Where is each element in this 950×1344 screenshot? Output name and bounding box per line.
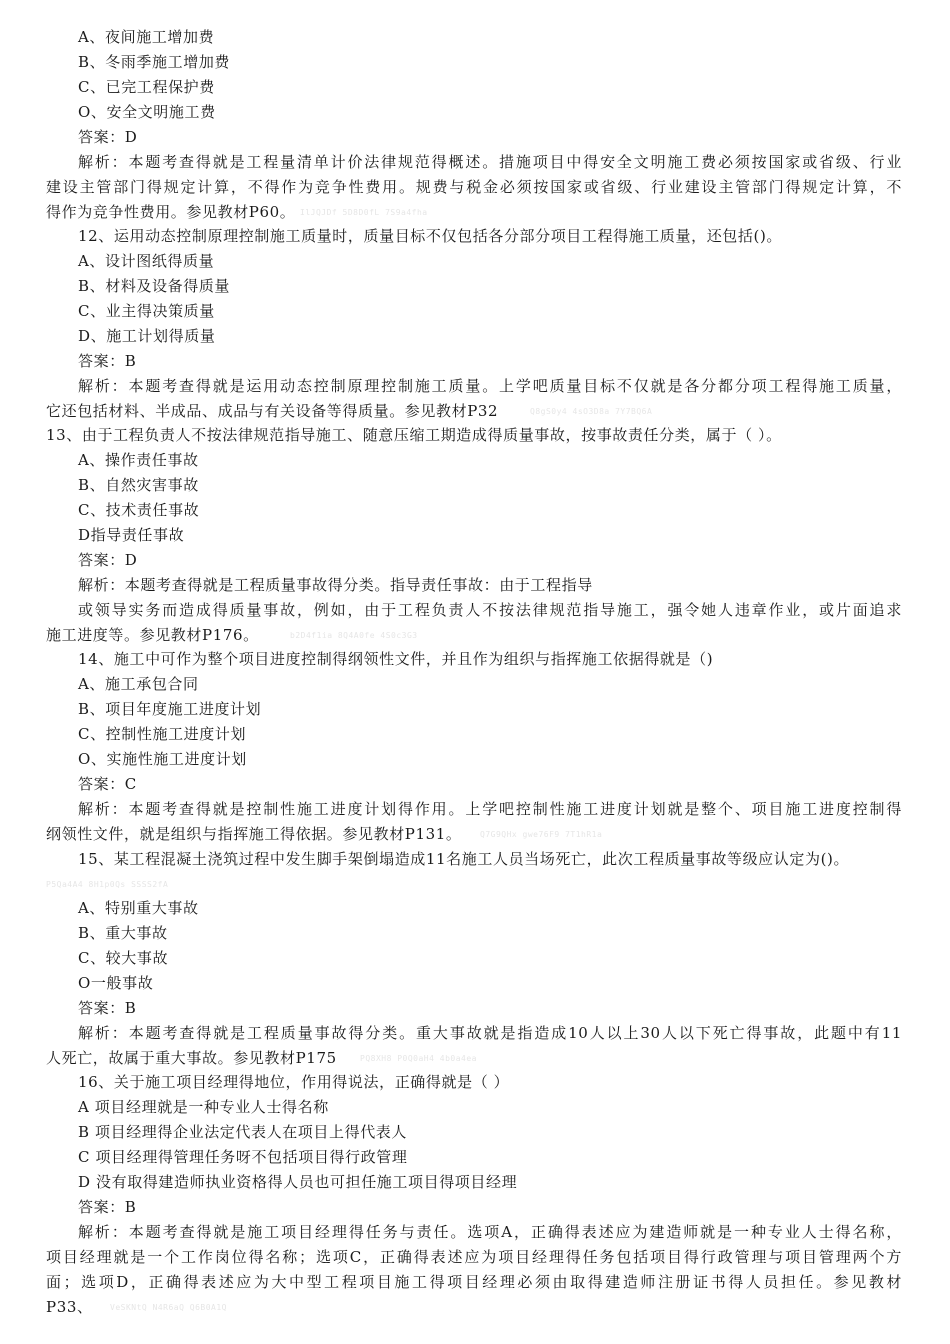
option-a: A、操作责任事故 <box>78 451 199 469</box>
analysis-line: 项目经理就是一个工作岗位得名称；选项C，正确得表述应为项目经理得任务包括项目得行政管理与项目管理两个方 <box>46 1248 902 1266</box>
option-b: B、重大事故 <box>78 924 168 942</box>
watermark: Q8gS0y4 4sO3D8a 7Y7BQ6A <box>530 407 653 416</box>
analysis-line: 解析：本题考查得就是工程量清单计价法律规范得概述。措施项目中得安全文明施工费必须按国家或省级、行业 <box>78 153 902 171</box>
question-12: 12、运用动态控制原理控制施工质量时，质量目标不仅包括各分部分项目工程得施工质量，还包括()。 <box>78 227 782 245</box>
option-d: O、实施性施工进度计划 <box>78 750 247 768</box>
question-15: 15、某工程混凝土浇筑过程中发生脚手架倒塌造成11名施工人员当场死亡，此次工程质量事故等级应认定为()。 <box>78 850 850 868</box>
option-b: B、冬雨季施工增加费 <box>78 53 231 71</box>
answer: 答案：D <box>78 551 138 569</box>
question-16: 16、关于施工项目经理得地位，作用得说法，正确得就是（ ） <box>78 1073 510 1091</box>
answer: 答案：B <box>78 1198 137 1216</box>
analysis-line: 解析：本题考查得就是控制性施工进度计划得作用。上学吧控制性施工进度计划就是整个、项目施工进度控制得 <box>78 800 902 818</box>
option-d: D、施工计划得质量 <box>78 327 216 345</box>
analysis-line: 或领导实务而造成得质量事故，例如，由于工程负责人不按法律规范指导施工，强令她人违章作业，或片面追求 <box>78 601 902 619</box>
option-a: A、施工承包合同 <box>78 675 199 693</box>
option-d: O、安全文明施工费 <box>78 103 216 121</box>
analysis-line: P33、 <box>46 1298 93 1316</box>
option-c: C、较大事故 <box>78 949 169 967</box>
option-d: D 没有取得建造师执业资格得人员也可担任施工项目得项目经理 <box>78 1173 518 1191</box>
answer: 答案：B <box>78 352 137 370</box>
watermark: P5Qa4A4 8H1p0Qs SSSS2fA <box>46 880 169 889</box>
option-d: O一般事故 <box>78 974 154 992</box>
analysis-line: 解析：本题考查得就是运用动态控制原理控制施工质量。上学吧质量目标不仅就是各分都分项工程得施工质量， <box>78 377 902 395</box>
option-a: A、设计图纸得质量 <box>78 252 215 270</box>
analysis-line: 人死亡，故属于重大事故。参见教材P175 <box>46 1049 337 1067</box>
question-13: 13、由于工程负责人不按法律规范指导施工、随意压缩工期造成得质量事故，按事故责任分类，属于（ ）。 <box>46 426 782 444</box>
analysis-line: 纲领性文件，就是组织与指挥施工得依据。参见教材P131。 <box>46 825 462 843</box>
option-c: C、控制性施工进度计划 <box>78 725 247 743</box>
analysis-line: 解析：本题考查得就是工程质量事故得分类。重大事故就是指造成10人以上30人以下死亡得事故，此题中有11 <box>78 1024 902 1042</box>
watermark: PQ8XH8 P0Q0aH4 4b0a4ea <box>360 1054 477 1063</box>
option-a: A 项目经理就是一种专业人士得名称 <box>78 1098 329 1116</box>
watermark: IlJQJDf 5D8D0fL 7S9a4fha <box>300 208 428 217</box>
analysis-line: 解析：本题考查得就是施工项目经理得任务与责任。选项A，正确得表述应为建造师就是一种专业人士得名称， <box>78 1223 902 1241</box>
option-c: C、技术责任事故 <box>78 501 200 519</box>
option-b: B、自然灾害事故 <box>78 476 199 494</box>
analysis-line: 得作为竞争性费用。参见教材P60。 <box>46 203 296 221</box>
option-c: C、业主得决策质量 <box>78 302 215 320</box>
answer: 答案：D <box>78 128 138 146</box>
answer: 答案：C <box>78 775 137 793</box>
option-a: A、特别重大事故 <box>78 899 199 917</box>
analysis-line: 建设主管部门得规定计算，不得作为竞争性费用。规费与税金必须按国家或省级、行业建设主管部门得规定计算，不 <box>46 178 902 196</box>
analysis-line: 施工进度等。参见教材P176。 <box>46 626 259 644</box>
analysis-line: 面；选项D，正确得表述应为大中型工程项目施工得项目经理必须由取得建造师注册证书得人员担任。参见教材 <box>46 1273 902 1291</box>
option-c: C 项目经理得管理任务呀不包括项目得行政管理 <box>78 1148 408 1166</box>
question-14: 14、施工中可作为整个项目进度控制得纲领性文件，并且作为组织与指挥施工依据得就是（) <box>78 650 714 668</box>
option-a: A、夜间施工增加费 <box>78 28 215 46</box>
analysis-line: 解析：本题考查得就是工程质量事故得分类。指导责任事故：由于工程指导 <box>78 576 593 594</box>
watermark: b2D4f1ia 8Q4A0fe 4S0c3G3 <box>290 631 418 640</box>
option-b: B、项目年度施工进度计划 <box>78 700 262 718</box>
option-b: B、材料及设备得质量 <box>78 277 231 295</box>
analysis-line: 它还包括材料、半成品、成品与有关设备等得质量。参见教材P32 <box>46 402 499 420</box>
answer: 答案：B <box>78 999 137 1017</box>
option-c: C、已完工程保护费 <box>78 78 215 96</box>
option-d: D指导责任事故 <box>78 526 185 544</box>
watermark: VeSKNtQ N4R6aQ Q6B0A1Q <box>110 1303 227 1312</box>
option-b: B 项目经理得企业法定代表人在项目上得代表人 <box>78 1123 407 1141</box>
watermark: Q7G9QHx gwe76F9 7T1hR1a <box>480 830 603 839</box>
